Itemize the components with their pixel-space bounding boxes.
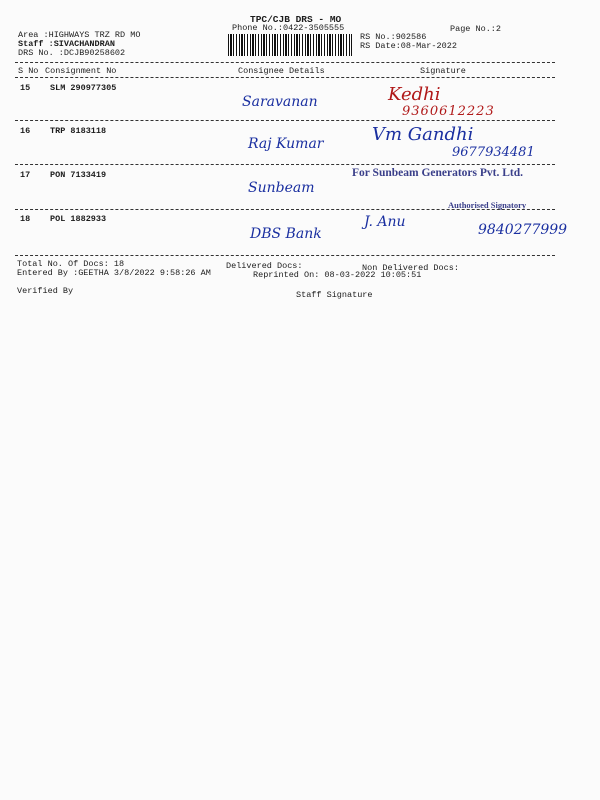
row-sno: 17 — [20, 170, 31, 180]
row-divider — [15, 120, 555, 121]
document-title: TPC/CJB DRS - MO — [250, 14, 342, 25]
entered-by: Entered By :GEETHA 3/8/2022 9:58:26 AM — [17, 268, 211, 278]
consignee-handwriting: Saravanan — [242, 94, 318, 110]
consignee-handwriting: DBS Bank — [250, 226, 322, 242]
drs-number: DRS No. :DCJB90258602 — [18, 48, 126, 58]
authorised-signatory-stamp: Authorised Signatory — [448, 200, 527, 210]
column-header-consignment: Consignment No — [45, 66, 117, 76]
row-sno: 16 — [20, 126, 31, 136]
row-consignment: TRP 8183118 — [50, 126, 107, 136]
signature-handwriting: J. Anu — [364, 214, 406, 230]
staff-label: Staff :SIVACHANDRAN — [18, 39, 115, 49]
staff-signature: Staff Signature — [296, 290, 373, 300]
row-consignment: SLM 290977305 — [50, 83, 117, 93]
signature-handwriting: Kedhi — [388, 84, 441, 105]
phone-handwriting: 9360612223 — [402, 104, 495, 119]
non-delivered-docs: Non Delivered Docs: — [362, 263, 459, 273]
company-stamp: For Sunbeam Generators Pvt. Ltd. — [352, 167, 524, 179]
signature-handwriting: Vm Gandhi — [372, 124, 474, 145]
page-number: Page No.:2 — [450, 24, 502, 34]
row-sno: 18 — [20, 214, 31, 224]
phone-handwriting: 9677934481 — [452, 145, 535, 160]
consignee-handwriting: Sunbeam — [248, 180, 315, 196]
phone-handwriting: 9840277999 — [478, 222, 568, 238]
phone-number: Phone No.:0422-3505555 — [232, 23, 345, 33]
row-sno: 15 — [20, 83, 31, 93]
rs-date: RS Date:08-Mar-2022 — [360, 41, 457, 51]
divider — [15, 77, 555, 78]
column-header-signature: Signature — [420, 66, 466, 76]
row-consignment: POL 1882933 — [50, 214, 107, 224]
row-divider — [15, 164, 555, 165]
column-header-consignee: Consignee Details — [238, 66, 325, 76]
rs-number: RS No.:902586 — [360, 32, 427, 42]
row-consignment: PON 7133419 — [50, 170, 107, 180]
area-label: Area :HIGHWAYS TRZ RD MO — [18, 30, 141, 40]
reprinted-on: Reprinted On: 08-03-2022 10:05:51 — [253, 270, 422, 280]
row-divider — [15, 209, 555, 210]
barcode — [228, 34, 352, 56]
consignee-handwriting: Raj Kumar — [248, 136, 324, 152]
divider — [15, 62, 555, 63]
verified-by: Verified By — [17, 286, 74, 296]
delivered-docs: Delivered Docs: — [226, 261, 303, 271]
total-docs: Total No. Of Docs: 18 — [17, 259, 125, 269]
column-header-sno: S No — [18, 66, 39, 76]
row-divider — [15, 255, 555, 256]
